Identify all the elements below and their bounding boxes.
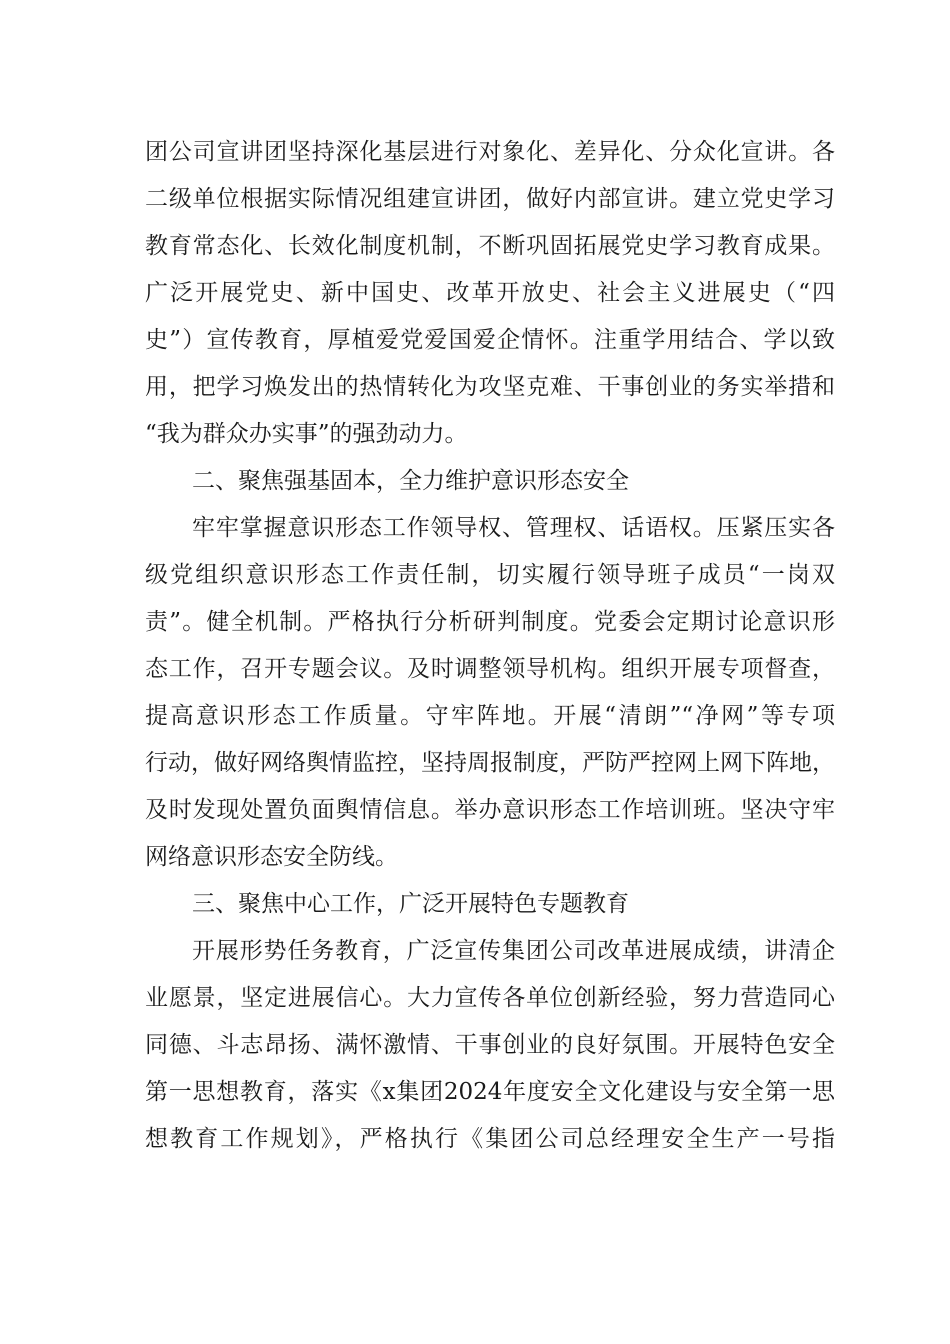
paragraph-line: 团公司宣讲团坚持深化基层进行对象化、差异化、分众化宣讲。各 [145,139,835,165]
paragraph-line: 业愿景，坚定进展信心。大力宣传各单位创新经验，努力营造同心 [145,985,835,1011]
paragraph-line: 提高意识形态工作质量。守牢阵地。开展“清朗”“净网”等专项 [145,703,835,729]
paragraph-line: 史”）宣传教育，厚植爱党爱国爱企情怀。注重学用结合、学以致 [145,327,835,353]
paragraph-line: 网络意识形态安全防线。 [145,844,398,870]
paragraph-line: 同德、斗志昂扬、满怀激情、干事创业的良好氛围。开展特色安全 [145,1032,835,1058]
section-heading: 三、聚焦中心工作，广泛开展特色专题教育 [192,891,629,917]
paragraph-line: 行动，做好网络舆情监控，坚持周报制度，严防严控网上网下阵地， [145,750,835,776]
paragraph-line: 想教育工作规划》，严格执行《集团公司总经理安全生产一号指 [145,1126,835,1152]
section-heading: 二、聚焦强基固本，全力维护意识形态安全 [192,468,629,494]
paragraph-line: 牢牢掌握意识形态工作领导权、管理权、话语权。压紧压实各 [192,515,835,541]
paragraph-line: 二级单位根据实际情况组建宣讲团，做好内部宣讲。建立党史学习 [145,186,835,212]
paragraph-line: 开展形势任务教育，广泛宣传集团公司改革进展成绩，讲清企 [192,938,835,964]
paragraph-line: 责”。健全机制。严格执行分析研判制度。党委会定期讨论意识形 [145,609,835,635]
paragraph-line: 广泛开展党史、新中国史、改革开放史、社会主义进展史（“四 [145,280,835,306]
paragraph-line: 用，把学习焕发出的热情转化为攻坚克难、干事创业的务实举措和 [145,374,835,400]
paragraph-line: 及时发现处置负面舆情信息。举办意识形态工作培训班。坚决守牢 [145,797,835,823]
paragraph-line: “我为群众办实事”的强劲动力。 [145,421,468,447]
paragraph-line: 教育常态化、长效化制度机制，不断巩固拓展党史学习教育成果。 [145,233,835,259]
paragraph-line: 第一思想教育，落实《x集团2024年度安全文化建设与安全第一思 [145,1079,835,1105]
paragraph-line: 级党组织意识形态工作责任制，切实履行领导班子成员“一岗双 [145,562,835,588]
paragraph-line: 态工作，召开专题会议。及时调整领导机构。组织开展专项督查， [145,656,835,682]
